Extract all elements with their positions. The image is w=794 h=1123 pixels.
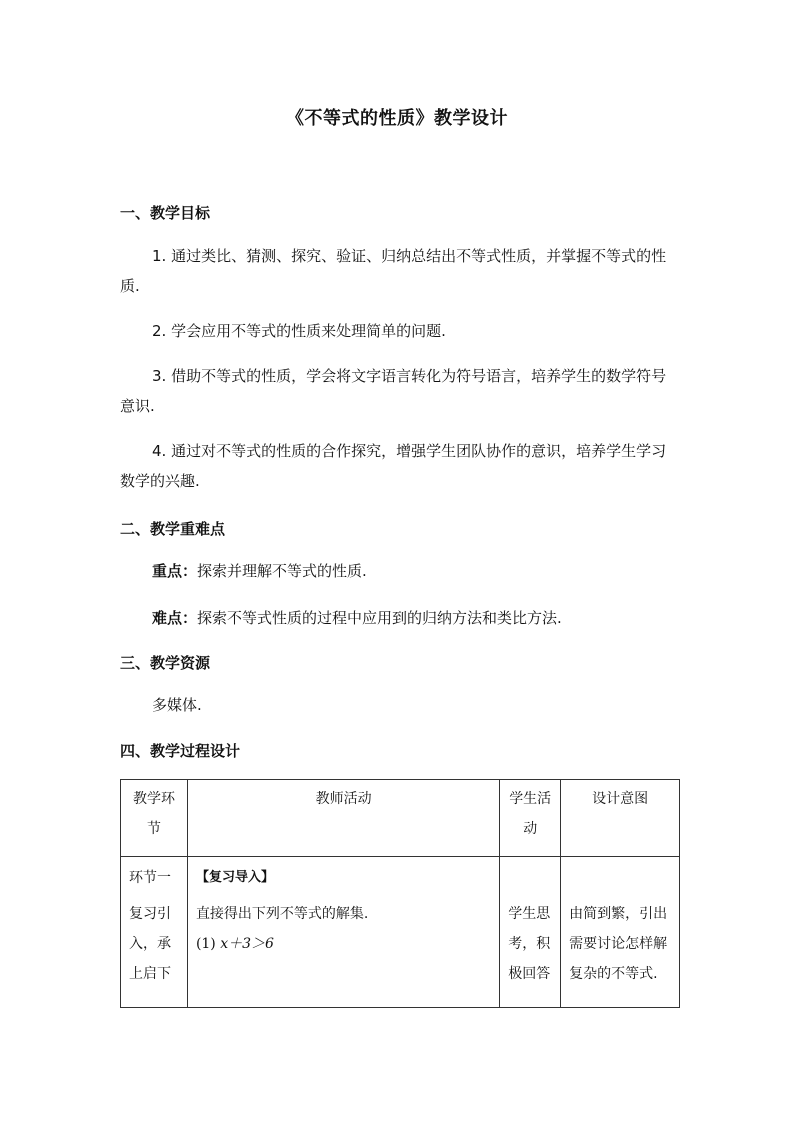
stage-name: 复习引入，承上启下 bbox=[129, 906, 171, 982]
item-number: (1) bbox=[195, 936, 216, 952]
header-stage-text: 教学环节 bbox=[132, 791, 175, 837]
objective-item bbox=[120, 361, 680, 421]
difficult-point-label: 难点： bbox=[152, 609, 198, 627]
section-heading-process: 四、教学过程设计 bbox=[120, 742, 241, 760]
stage-content bbox=[121, 857, 187, 995]
difficult-point-text: 探索不等式性质的过程中应用到的归纳方法和类比方法. bbox=[197, 609, 562, 627]
header-cell-teacher bbox=[187, 780, 499, 857]
header-cell-intent bbox=[561, 780, 680, 857]
key-point-label: 重点： bbox=[152, 562, 198, 580]
header-cell-student bbox=[500, 780, 561, 857]
item-expression: x＋3＞6 bbox=[220, 936, 274, 952]
section-heading-key-points: 二、教学重难点 bbox=[120, 520, 226, 538]
teacher-activity-item bbox=[196, 929, 491, 959]
student-activity-text: 学生思考，积极回答 bbox=[508, 906, 551, 982]
header-cell-stage bbox=[121, 780, 188, 857]
resources-text-line bbox=[120, 690, 680, 720]
objective-text: 4. 通过对不等式的性质的合作探究，增强学生团队协作的意识，培养学生学习数学的兴趣. bbox=[120, 442, 667, 490]
header-intent-text: 设计意图 bbox=[592, 791, 649, 807]
stage-cell bbox=[121, 857, 188, 1008]
table-header-row bbox=[121, 780, 680, 857]
table-row bbox=[121, 857, 680, 1008]
objective-item bbox=[120, 241, 680, 301]
key-point-text: 探索并理解不等式的性质. bbox=[197, 562, 367, 580]
key-point bbox=[120, 556, 680, 586]
teacher-activity-content bbox=[188, 857, 499, 965]
header-student-text: 学生活动 bbox=[509, 791, 552, 837]
objective-item bbox=[120, 316, 680, 346]
section-heading-objectives: 一、教学目标 bbox=[120, 204, 211, 222]
header-teacher-text: 教师活动 bbox=[315, 791, 372, 807]
teacher-activity-text: 直接得出下列不等式的解集. bbox=[195, 906, 369, 922]
difficult-point bbox=[120, 603, 680, 633]
objective-text: 3. 借助不等式的性质，学会将文字语言转化为符号语言，培养学生的数学符号意识. bbox=[120, 367, 667, 415]
design-intent-text: 由简到繁，引出需要讨论怎样解复杂的不等式. bbox=[569, 906, 668, 982]
objective-text: 2. 学会应用不等式的性质来处理简单的问题. bbox=[152, 322, 446, 340]
page-title: 《不等式的性质》教学设计 bbox=[286, 108, 508, 129]
process-table bbox=[120, 779, 680, 1008]
objective-item bbox=[120, 436, 680, 496]
section-heading-resources: 三、教学资源 bbox=[120, 654, 211, 672]
teacher-activity-cell bbox=[187, 857, 499, 1008]
design-intent-cell bbox=[561, 857, 680, 1008]
student-activity-cell bbox=[500, 857, 561, 1008]
objective-text: 1. 通过类比、猜测、探究、验证、归纳总结出不等式性质，并掌握不等式的性质. bbox=[120, 247, 667, 295]
stage-label: 环节一 bbox=[129, 870, 171, 886]
teacher-activity-heading: 【复习导入】 bbox=[195, 870, 274, 885]
resources-text: 多媒体. bbox=[152, 696, 202, 714]
